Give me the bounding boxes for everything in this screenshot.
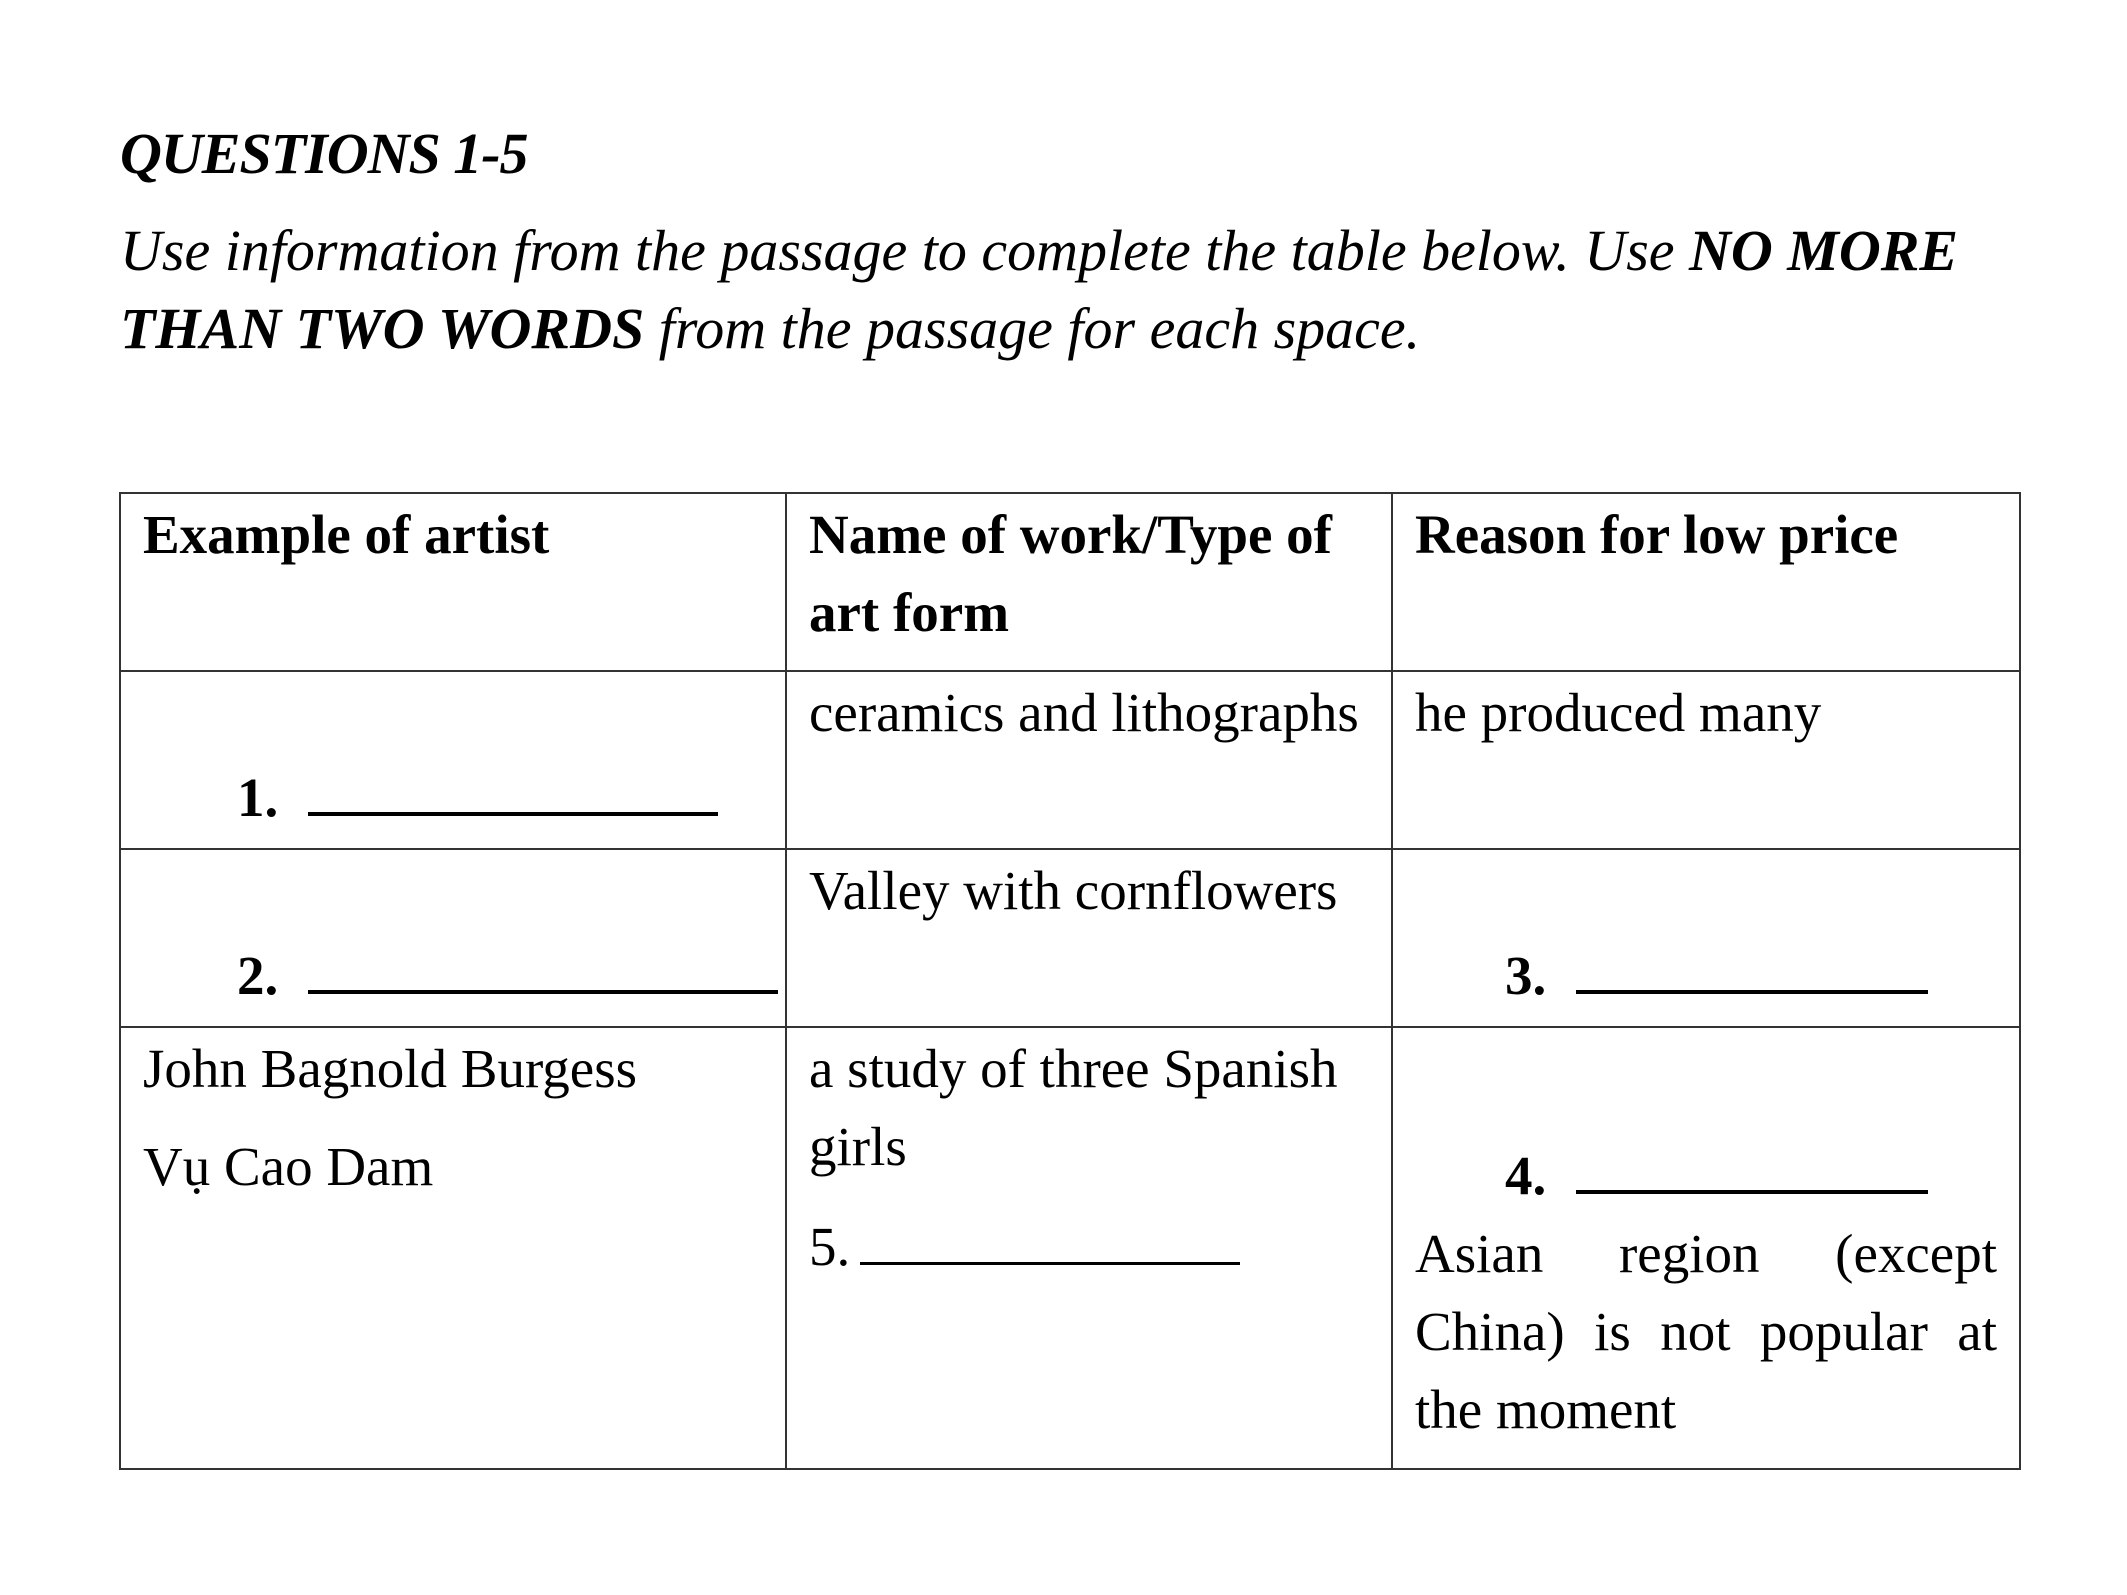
cell-reason-2 [1392,849,2020,1027]
answer-blank-1[interactable] [143,752,763,837]
cell-reason-1: he produced many [1392,671,2020,849]
blank-number-2: 2. [237,945,279,1006]
table-row [120,1027,2020,1469]
blank-number-3: 3. [1505,945,1547,1006]
answer-line-1 [308,752,718,816]
table-row [120,849,2020,1027]
header-work: Name of work/Type of art form [786,493,1392,671]
instructions-text-1: Use information from the passage to complete the table below. Use [120,218,1690,283]
instructions-emphasis: NO MORE THAN TWO WORDS [120,218,1959,361]
artist-name-burgess: John Bagnold Burgess [143,1038,638,1099]
instructions-text-2: from the passage for each space. [644,296,1421,361]
cell-reason-3 [1392,1027,2020,1469]
answer-line-4 [1576,1130,1928,1194]
table-header-row [120,493,2020,671]
reason-text: Asian region (except China) is not popular at the moment [1415,1223,1997,1440]
header-reason: Reason for low price [1392,493,2020,671]
completion-table [119,492,2021,1470]
cell-artist-3 [120,1027,786,1469]
answer-line-2 [308,930,778,994]
blank-number-4: 4. [1505,1145,1547,1206]
cell-artist-2 [120,849,786,1027]
answer-blank-4[interactable] [1415,1130,1997,1215]
answer-line-5 [860,1202,1240,1265]
table-row [120,671,2020,849]
cell-artist-1 [120,671,786,849]
page-title: QUESTIONS 1-5 [120,121,528,186]
answer-blank-2[interactable] [143,930,763,1015]
answer-blank-3[interactable] [1415,930,1997,1015]
blank-number-1: 1. [237,767,279,828]
blank-number-5: 5. [809,1216,851,1277]
instructions [120,212,2020,368]
header-artist: Example of artist [120,493,786,671]
cell-work-3 [786,1027,1392,1469]
work-description: a study of three Spanish girls [809,1038,1338,1177]
answer-line-3 [1576,930,1928,994]
cell-work-1: ceramics and lithographs [786,671,1392,849]
cell-work-2: Valley with cornflowers [786,849,1392,1027]
answer-blank-5[interactable] [809,1202,1369,1286]
artist-name-vu-cao-dam: Vụ Cao Dam [143,1136,434,1197]
